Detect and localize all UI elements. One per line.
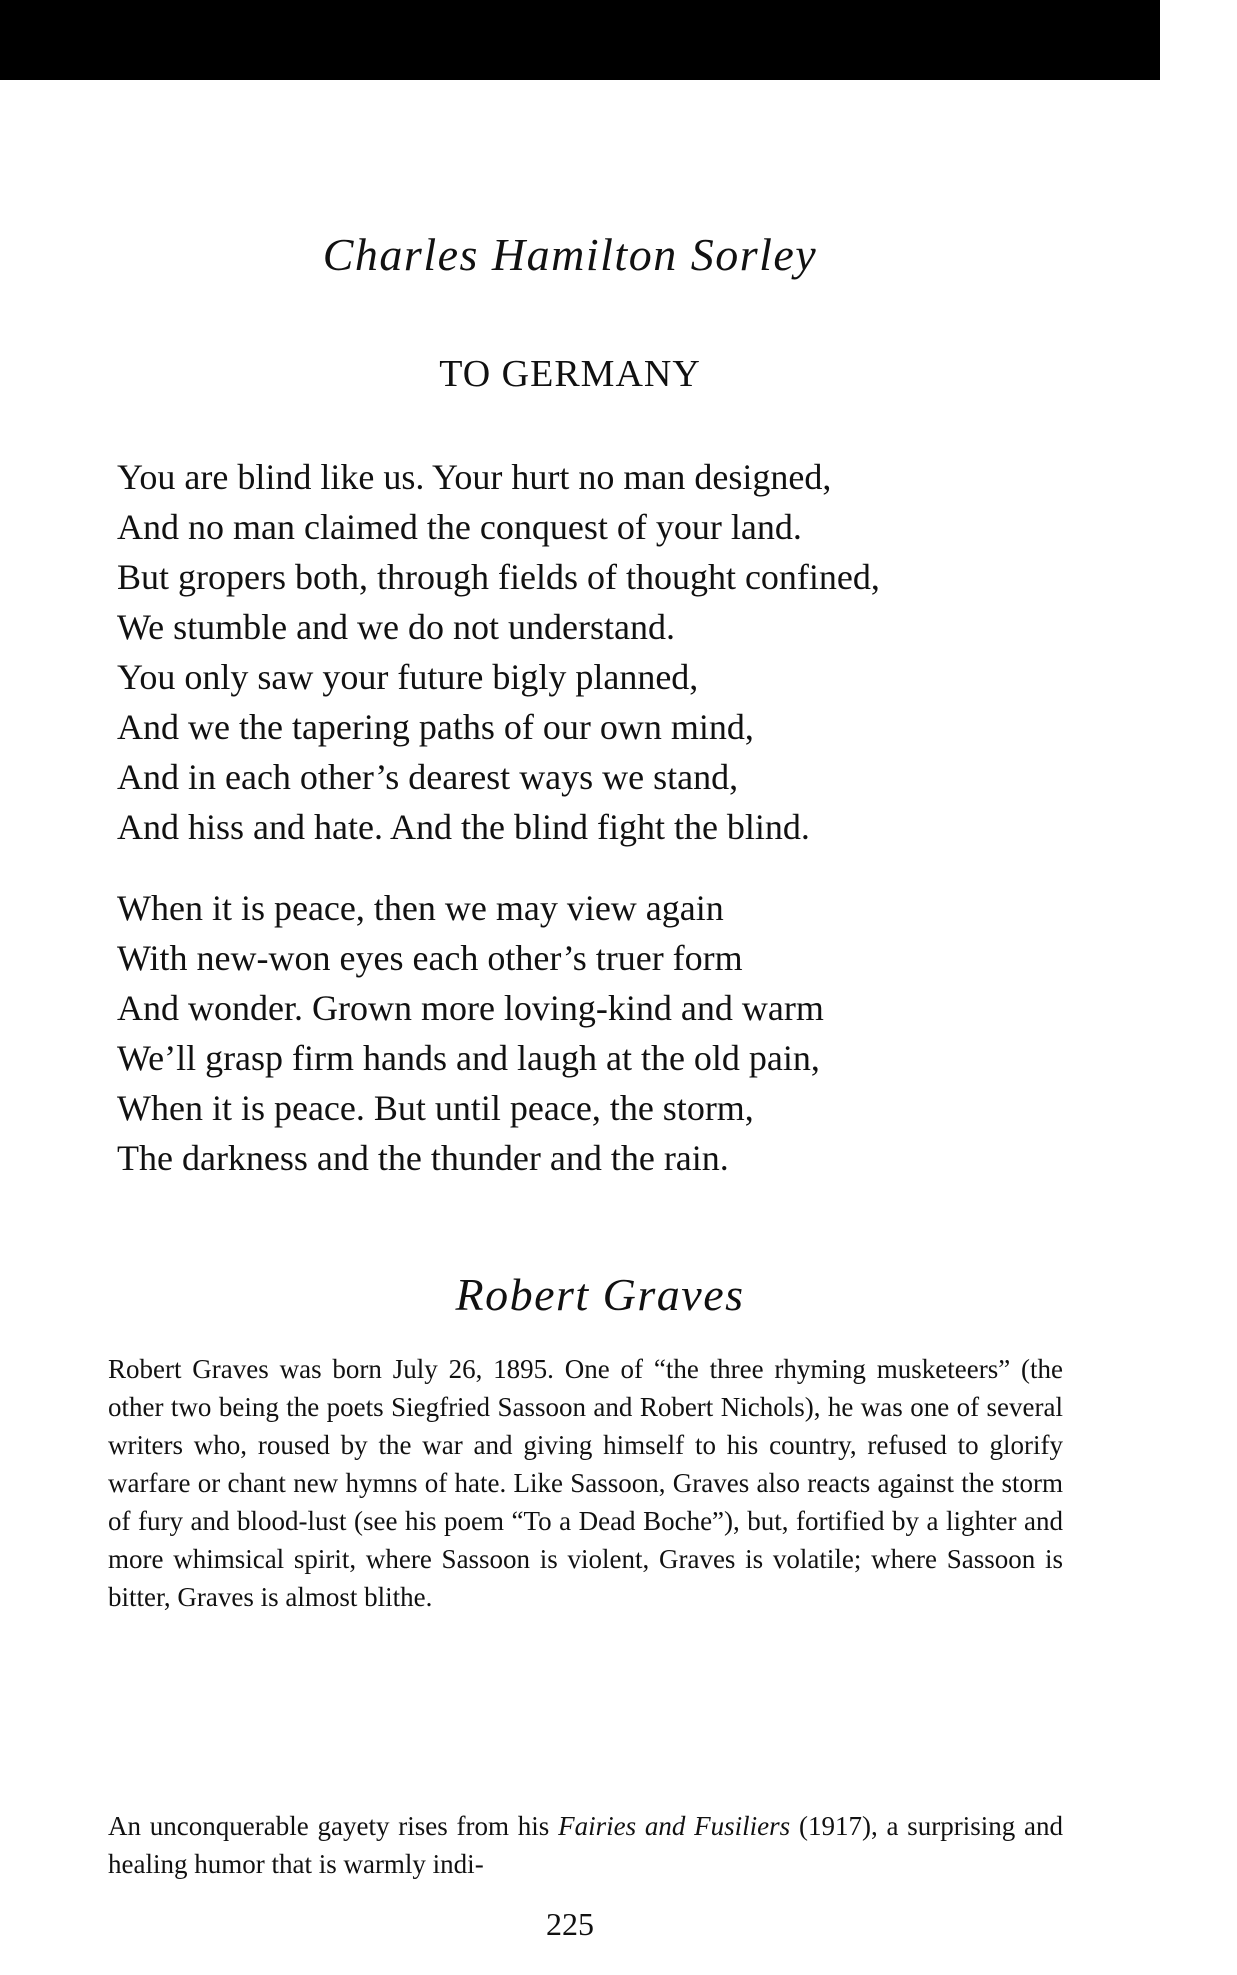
poem-stanza-1 <box>117 452 880 852</box>
poem-line: And no man claimed the conquest of your land. <box>117 507 802 547</box>
poem-line: You are blind like us. Your hurt no man designed, <box>117 457 832 497</box>
poem-line: When it is peace. But until peace, the storm, <box>117 1088 754 1128</box>
poem-line: We’ll grasp firm hands and laugh at the old pain, <box>117 1038 820 1078</box>
poem-line: With new-won eyes each other’s truer form <box>117 938 743 978</box>
biography-text: Robert Graves was born July 26, 1895. One of “the three rhyming musketeers” (the other two being the poets Siegfried Sassoon and Robert Nichols), he was one of several writers who, roused by the war and giving himself to his country, refused to glorify warfare or chant new hymns of hate. Like Sassoon, Graves also reacts against the storm of fury and blood-lust (see his poem “To a Dead Boche”), but, fortified by a lighter and more whimsical spirit, where Sassoon is violent, Graves is volatile; where Sassoon is bitter, Graves is almost blithe. <box>108 1354 1063 1612</box>
poem-line: And in each other’s dearest ways we stand, <box>117 757 739 797</box>
biography-paragraph-1 <box>108 1350 1063 1616</box>
poem-line: But gropers both, through fields of thought confined, <box>117 557 880 597</box>
poem-stanza-2 <box>117 883 824 1183</box>
poem-line: You only saw your future bigly planned, <box>117 657 699 697</box>
poem-line: And wonder. Grown more loving-kind and warm <box>117 988 824 1028</box>
author-heading-sorley: Charles Hamilton Sorley <box>322 229 818 280</box>
book-title: Fairies and Fusiliers <box>558 1811 791 1841</box>
biography-text <box>108 1807 1063 1883</box>
poem-line: And hiss and hate. And the blind fight the blind. <box>117 807 810 847</box>
biography-paragraph-2 <box>108 1807 1063 1883</box>
poem-line: The darkness and the thunder and the rain. <box>117 1138 729 1178</box>
poem-line: We stumble and we do not understand. <box>117 607 675 647</box>
page-number: 225 <box>546 1906 594 1942</box>
biography-text-end: (1917), a surprising and healing humor that is warmly indi- <box>108 1811 1064 1879</box>
poem-line: When it is peace, then we may view again <box>117 888 724 928</box>
author-heading-graves: Robert Graves <box>455 1269 745 1320</box>
biography-text-start: An unconquerable gayety rises from his <box>108 1811 559 1841</box>
poem-line: And we the tapering paths of our own mind, <box>117 707 754 747</box>
poem-title: TO GERMANY <box>439 353 701 395</box>
